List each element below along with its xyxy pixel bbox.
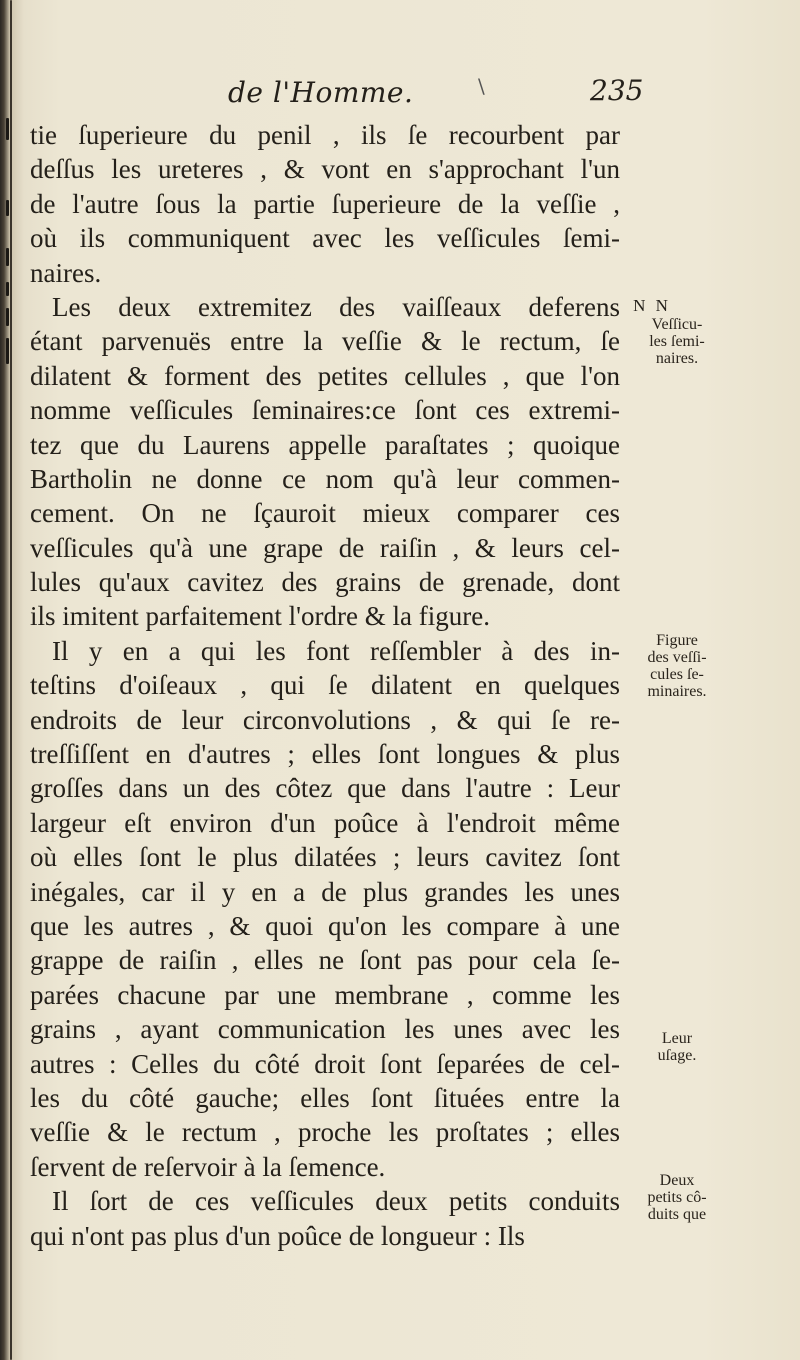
- text-line: grappe de raiſin , elles ne ſont pas pour cela ſe-: [30, 945, 620, 976]
- margin-note-line: naires.: [655, 350, 699, 367]
- text-line: Il ſort de ces veſſicules deux petits conduits: [52, 1186, 620, 1217]
- text-line: naires.: [30, 257, 102, 288]
- margin-note-line: Veſſicu-: [651, 316, 703, 333]
- text-line: treſſiſſent en d'autres ; elles ſont longues & plus: [30, 739, 620, 770]
- margin-note-line: cules ſe-: [650, 666, 704, 683]
- margin-note-line: minaires.: [647, 683, 707, 700]
- text-line: Les deux extremitez des vaiſſeaux deferens: [52, 291, 620, 322]
- margin-note-conduits: [618, 1172, 736, 1223]
- text-line: veſſicules qu'à une grape de raiſin , & leurs cel-: [30, 532, 620, 563]
- text-line: ils imitent parfaitement l'ordre & la figure.: [30, 601, 490, 632]
- text-line: ſervent de reſervoir à la ſemence.: [30, 1151, 386, 1182]
- text-line: tie ſuperieure du penil , ils ſe recourbent par: [30, 120, 620, 150]
- page-header: [30, 70, 770, 114]
- text-line: étant parvenuës entre la veſſie & le rectum, ſe: [30, 326, 620, 357]
- text-line: grains , ayant communication les unes avec les: [30, 1014, 620, 1045]
- text-line: deſſus les ureteres , & vont en s'approchant l'un: [30, 154, 620, 185]
- text-line: autres : Celles du côté droit ſont ſeparées de cel-: [30, 1048, 620, 1079]
- margin-note-line: uſage.: [657, 1047, 697, 1064]
- page-number: 235: [590, 74, 644, 107]
- margin-note-line: les ſemi-: [649, 333, 705, 350]
- binding-edge: [6, 0, 22, 1360]
- margin-note-usage: [618, 1030, 736, 1064]
- text-line: de l'autre ſous la partie ſuperieure de la veſſie ,: [30, 188, 620, 219]
- text-line: inégales, car il y en a de plus grandes les unes: [30, 876, 620, 907]
- text-line: parées chacune par une membrane , comme les: [30, 979, 620, 1010]
- margin-note-figure: [618, 632, 736, 700]
- text-line: Bartholin ne donne ce nom qu'à leur commen-: [30, 463, 620, 494]
- text-line: endroits de leur circonvolutions , & qui ſe re-: [30, 704, 620, 735]
- margin-note-line: petits cô-: [647, 1189, 707, 1206]
- text-line: nomme veſſicules ſeminaires:ce ſont ces extremi-: [30, 395, 620, 426]
- text-line: que les autres , & quoi qu'on les compare à une: [30, 910, 620, 941]
- ink-mark: \: [478, 74, 485, 98]
- signature-mark: N N: [633, 296, 671, 315]
- margin-note-line: Leur: [661, 1030, 693, 1047]
- margin-note-line: Figure: [656, 632, 698, 649]
- text-line: tez que du Laurens appelle paraſtates ; quoique: [30, 429, 620, 460]
- margin-note-line: duits que: [647, 1206, 707, 1223]
- margin-note-line: des veſſi-: [647, 649, 707, 666]
- margin-note-line: Deux: [659, 1172, 695, 1189]
- text-line: les du côté gauche; elles ſont ſituées entre la: [30, 1082, 620, 1113]
- text-line: lules qu'aux cavitez des grains de grenade, dont: [30, 567, 620, 598]
- text-line: dilatent & forment des petites cellules , que l'on: [30, 360, 620, 391]
- margin-note-vesicules: [618, 316, 736, 367]
- running-head: de l'Homme.: [228, 76, 414, 109]
- body-text: [30, 118, 620, 1253]
- text-line: largeur eſt environ d'un poûce à l'endroit même: [30, 807, 620, 838]
- text-line: où elles ſont le plus dilatées ; leurs cavitez ſont: [30, 842, 620, 873]
- text-line: teſtins d'oiſeaux , qui ſe dilatent en quelques: [30, 670, 620, 701]
- text-line: où ils communiquent avec les veſſicules ſemi-: [30, 223, 620, 254]
- text-line: cement. On ne ſçauroit mieux comparer ces: [30, 498, 620, 529]
- text-line: Il y en a qui les font reſſembler à des in-: [52, 635, 620, 666]
- text-line: veſſie & le rectum , proche les proſtates ; elles: [30, 1117, 620, 1148]
- text-line: qui n'ont pas plus d'un poûce de longueur : Ils: [30, 1220, 525, 1251]
- text-line: groſſes dans un des côtez que dans l'autre : Leur: [30, 773, 620, 804]
